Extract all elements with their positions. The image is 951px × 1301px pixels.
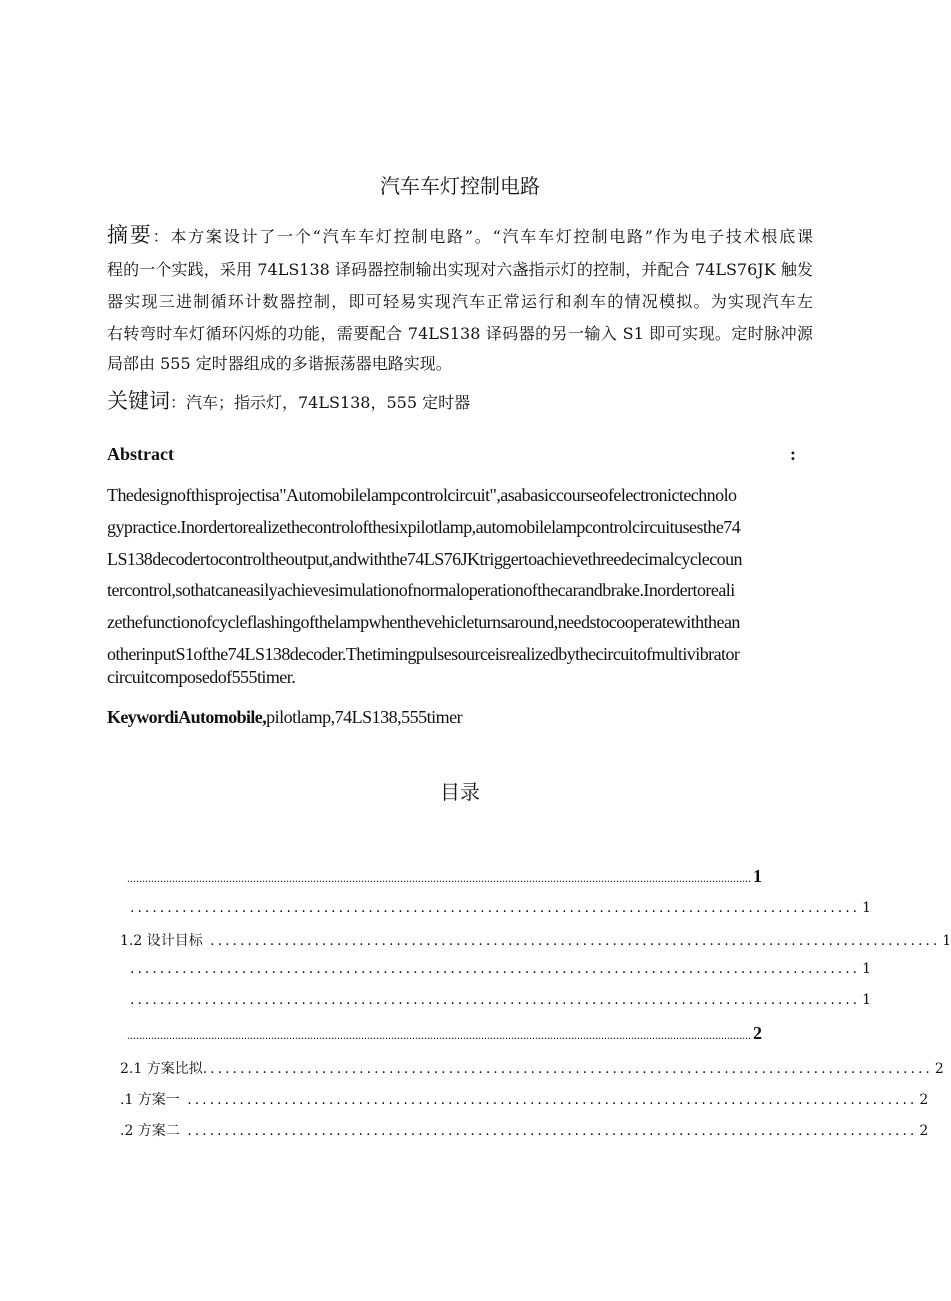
toc-leader-dots: .................................................................................................. — [179, 1123, 918, 1139]
toc-leader-dots: ................................................................................................................................................................................................................ — [127, 1028, 751, 1042]
abstract-cn-line: 局部由 555 定时器组成的多谐振荡器电路实现。 — [107, 354, 452, 373]
abstract-cn-line: 摘要：本方案设计了一个“汽车车灯控制电路”。“汽车车灯控制电路”作为电子技术根底课 — [107, 223, 814, 247]
keywords-en-label: KeywordiAutomobile, — [107, 707, 267, 727]
abstract-en-line: circuitcomposedof555timer. — [107, 667, 296, 687]
keywords-cn: 关键词：汽车；指示灯，74LS138，555 定时器 — [107, 389, 471, 413]
abstract-en-line: otherinputS1ofthe74LS138decoder.Thetimingpulsesourceisrealizedbythecircuitofmultivibrator — [107, 644, 740, 664]
toc-entry[interactable]: 1.2 设计目标 .................................................................................................. 1 — [120, 933, 951, 949]
toc-leader-dots: .................................................................................................. — [202, 933, 941, 949]
toc-entry[interactable]: .2 方案二 .................................................................................................. 2 — [120, 1123, 929, 1139]
toc-entry[interactable]: .1 方案一 .................................................................................................. 2 — [120, 1092, 929, 1108]
abstract-cn-line: 右转弯时车灯循环闪烁的功能，需要配合 74LS138 译码器的另一输入 S1 即可实现。定时脉冲源 — [107, 324, 813, 343]
toc-entry[interactable]: .................................................................................................. 1 — [130, 961, 872, 977]
abstract-en-line: Thedesignofthisprojectisa"Automobilelampcontrolcircuit",asabasiccourseofelectronictechnolo — [107, 485, 737, 505]
abstract-en-colon: : — [790, 444, 796, 464]
keywords-cn-label: 关键词 — [107, 389, 170, 413]
abstract-en-heading: Abstract — [107, 444, 174, 464]
toc-entry[interactable]: 2.1 方案比拟 .................................................................................................. 2 — [120, 1061, 944, 1077]
toc-leader-dots: .................................................................................................. — [179, 1092, 918, 1108]
abstract-cn-line: 程的一个实践，采用 74LS138 译码器控制输出实现对六盏指示灯的控制，并配合 74LS76JK 触发 — [107, 260, 813, 279]
toc-leader-dots: .................................................................................................. — [130, 992, 861, 1008]
toc-entry[interactable]: .................................................................................................. 1 — [130, 900, 872, 916]
abstract-en-line: zethefunctionofcycleflashingofthelampwhenthevehicleturnsaround,needstocooperatewiththean — [107, 612, 740, 632]
toc-title: 目录 — [440, 780, 480, 804]
toc-entry[interactable]: ................................................................................................................................................................................................................ 1 — [127, 866, 762, 886]
keywords-en: KeywordiAutomobile,pilotlamp,74LS138,555timer — [107, 707, 463, 727]
toc-entry[interactable]: ................................................................................................................................................................................................................ 2 — [127, 1023, 762, 1043]
abstract-en-line: gypractice.Inordertorealizethecontrolofthesixpilotlamp,automobilelampcontrolcircuitusesthe74 — [107, 517, 741, 537]
toc-leader-dots: .................................................................................................. — [202, 1061, 933, 1077]
toc-leader-dots: ................................................................................................................................................................................................................ — [127, 871, 751, 885]
toc-leader-dots: .................................................................................................. — [130, 961, 861, 977]
abstract-en-line: tercontrol,sothatcaneasilyachievesimulationofnormaloperationofthecarandbrake.Inordertoreali — [107, 580, 735, 600]
document-title: 汽车车灯控制电路 — [380, 174, 540, 198]
abstract-en-line: LS138decodertocontroltheoutput,andwiththe74LS76JKtriggertoachievethreedecimalcyclecoun — [107, 549, 742, 569]
toc-leader-dots: .................................................................................................. — [130, 900, 861, 916]
toc-entry[interactable]: .................................................................................................. 1 — [130, 992, 872, 1008]
abstract-cn-label: 摘要 — [107, 223, 153, 247]
abstract-cn-line: 器实现三进制循环计数器控制，即可轻易实现汽车正常运行和刹车的情况模拟。为实现汽车左 — [107, 292, 813, 311]
